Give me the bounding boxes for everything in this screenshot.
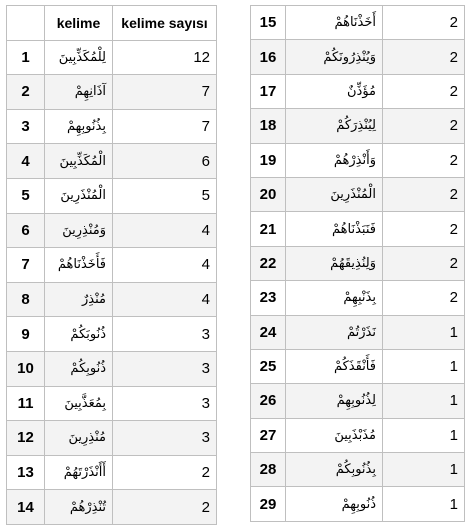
row-index: 27	[251, 418, 286, 452]
word-cell: نَذَرْتُمْ	[286, 315, 383, 349]
row-index: 7	[7, 248, 45, 283]
row-index: 2	[7, 75, 45, 110]
word-cell: آذَانِهِمْ	[45, 75, 113, 110]
count-cell: 5	[113, 178, 217, 213]
count-cell: 1	[383, 487, 465, 521]
word-cell: بِذُنُوبِكُمْ	[286, 453, 383, 487]
count-cell: 4	[113, 282, 217, 317]
table-row	[7, 213, 217, 248]
table-row	[251, 315, 465, 349]
count-cell: 7	[113, 109, 217, 144]
count-cell: 1	[383, 384, 465, 418]
count-cell: 2	[383, 177, 465, 211]
row-index: 18	[251, 109, 286, 143]
table-row	[251, 384, 465, 418]
row-index: 22	[251, 246, 286, 280]
word-cell: وَأَنْذِرْهُمْ	[286, 143, 383, 177]
table-row	[251, 487, 465, 521]
word-cell: لِذُنُوبِهِمْ	[286, 384, 383, 418]
count-cell: 2	[383, 212, 465, 246]
count-cell: 2	[383, 74, 465, 108]
count-cell: 2	[113, 490, 217, 525]
count-cell: 1	[383, 453, 465, 487]
word-cell: تُنْذِرْهُمْ	[45, 490, 113, 525]
word-frequency-table-right	[250, 5, 465, 522]
table-row	[251, 40, 465, 74]
table-row	[251, 246, 465, 280]
count-cell: 6	[113, 144, 217, 179]
word-cell: وَيُنْذِرُونَكُمْ	[286, 40, 383, 74]
table-row	[7, 386, 217, 421]
row-index: 6	[7, 213, 45, 248]
count-cell: 3	[113, 421, 217, 456]
row-index: 1	[7, 40, 45, 75]
word-cell: بِذُنُوبِهِمْ	[45, 109, 113, 144]
count-cell: 7	[113, 75, 217, 110]
word-cell: أَأَنْذَرْتَهُمْ	[45, 455, 113, 490]
count-cell: 3	[113, 386, 217, 421]
row-index: 14	[7, 490, 45, 525]
word-cell: ذُنُوبِهِمْ	[286, 487, 383, 521]
row-index: 17	[251, 74, 286, 108]
word-cell: الْمُنْذَرِينَ	[286, 177, 383, 211]
row-index: 12	[7, 421, 45, 456]
table-row	[251, 212, 465, 246]
word-cell: مُذَبْذَبِينَ	[286, 418, 383, 452]
row-index: 29	[251, 487, 286, 521]
count-cell: 2	[383, 109, 465, 143]
table-row	[7, 109, 217, 144]
word-cell: مُؤَذِّنٌ	[286, 74, 383, 108]
word-cell: الْمُكَذِّبِينَ	[45, 144, 113, 179]
word-cell: ذُنُوبَكُمْ	[45, 317, 113, 352]
table-row	[7, 40, 217, 75]
count-cell: 3	[113, 317, 217, 352]
table-row	[251, 6, 465, 40]
word-cell: فَنَبَذْنَاهُمْ	[286, 212, 383, 246]
word-cell: ذُنُوبِكُمْ	[45, 351, 113, 386]
count-cell: 3	[113, 351, 217, 386]
word-cell: وَلِنُذِيقَهُمْ	[286, 246, 383, 280]
count-cell: 2	[383, 246, 465, 280]
row-index: 23	[251, 281, 286, 315]
table-row	[251, 109, 465, 143]
table-row	[7, 421, 217, 456]
row-index: 25	[251, 349, 286, 383]
table-row	[7, 455, 217, 490]
table-row	[7, 178, 217, 213]
count-cell: 2	[383, 40, 465, 74]
row-index: 9	[7, 317, 45, 352]
table-row	[7, 248, 217, 283]
count-cell: 2	[383, 143, 465, 177]
row-index: 16	[251, 40, 286, 74]
count-cell: 4	[113, 213, 217, 248]
table-row	[7, 144, 217, 179]
table-row	[251, 74, 465, 108]
row-index: 4	[7, 144, 45, 179]
count-cell: 2	[383, 281, 465, 315]
word-cell: لِلْمُكَذِّبِينَ	[45, 40, 113, 75]
table-header-row	[7, 6, 217, 41]
table-row	[7, 351, 217, 386]
word-cell: لِيُنْذِرَكُمْ	[286, 109, 383, 143]
index-header	[7, 6, 45, 41]
table-row	[7, 490, 217, 525]
count-cell: 2	[113, 455, 217, 490]
table-row	[251, 453, 465, 487]
count-cell: 1	[383, 349, 465, 383]
count-cell: 1	[383, 418, 465, 452]
row-index: 21	[251, 212, 286, 246]
word-cell: بِمُعَذَّبِينَ	[45, 386, 113, 421]
row-index: 8	[7, 282, 45, 317]
table-row	[251, 143, 465, 177]
row-index: 11	[7, 386, 45, 421]
table-row	[251, 177, 465, 211]
word-cell: فَأَنْقَذَكُمْ	[286, 349, 383, 383]
count-cell: 1	[383, 315, 465, 349]
word-cell: الْمُنْذَرِينَ	[45, 178, 113, 213]
count-column-header: kelime sayısı	[113, 6, 217, 41]
table-row	[7, 75, 217, 110]
row-index: 24	[251, 315, 286, 349]
count-cell: 12	[113, 40, 217, 75]
word-cell: أَخَذْنَاهُمْ	[286, 6, 383, 40]
table-row	[251, 418, 465, 452]
table-row	[7, 282, 217, 317]
word-cell: مُنْذِرِينَ	[45, 421, 113, 456]
word-frequency-table-left	[6, 5, 217, 525]
count-cell: 2	[383, 6, 465, 40]
row-index: 13	[7, 455, 45, 490]
word-cell: مُنْذِرٌ	[45, 282, 113, 317]
row-index: 10	[7, 351, 45, 386]
table-row	[7, 317, 217, 352]
word-cell: فَأَخَذْنَاهُمْ	[45, 248, 113, 283]
word-column-header: kelime	[45, 6, 113, 41]
row-index: 26	[251, 384, 286, 418]
row-index: 3	[7, 109, 45, 144]
row-index: 20	[251, 177, 286, 211]
row-index: 19	[251, 143, 286, 177]
word-cell: وَمُنْذِرِينَ	[45, 213, 113, 248]
row-index: 28	[251, 453, 286, 487]
count-cell: 4	[113, 248, 217, 283]
word-cell: بِذَنْبِهِمْ	[286, 281, 383, 315]
table-row	[251, 281, 465, 315]
row-index: 15	[251, 6, 286, 40]
row-index: 5	[7, 178, 45, 213]
table-row	[251, 349, 465, 383]
